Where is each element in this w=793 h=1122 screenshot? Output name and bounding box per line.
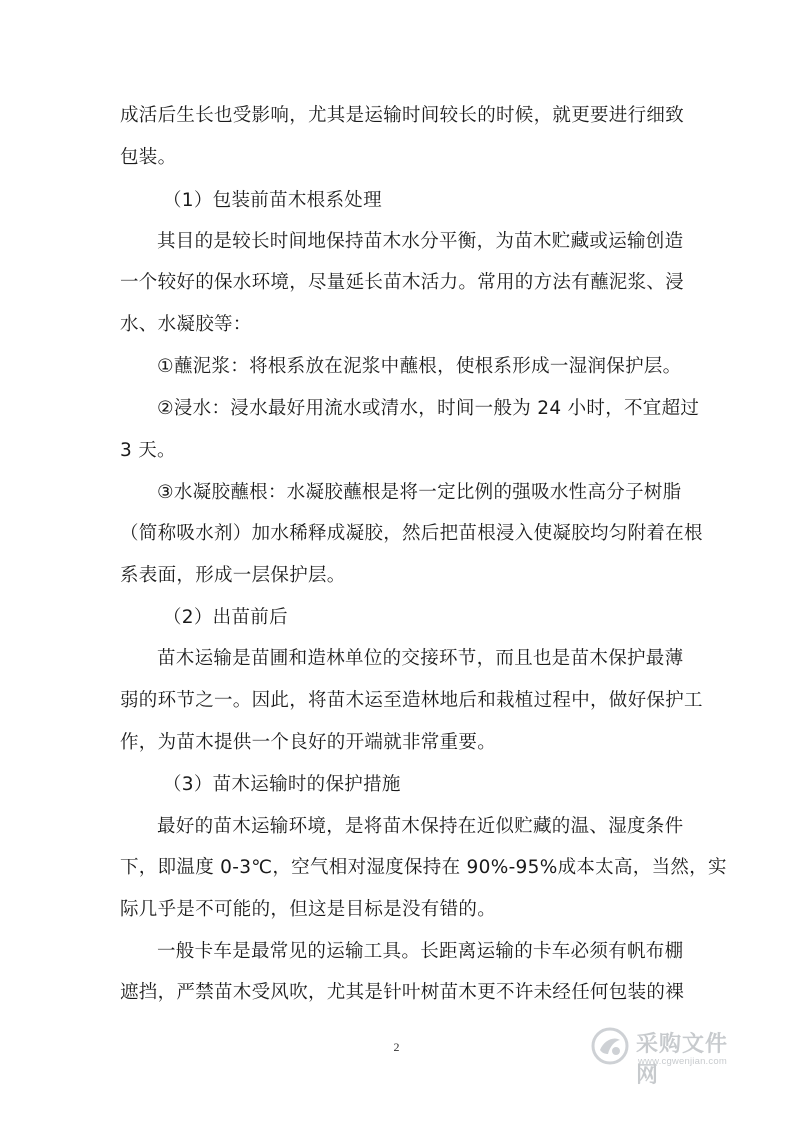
body-text-line: 下，即温度 0-3℃，空气相对湿度保持在 90%-95%成本太高，当然，实: [120, 857, 727, 878]
body-text-line: 最好的苗木运输环境，是将苗木保持在近似贮藏的温、湿度条件: [157, 816, 684, 837]
body-text-line: 3 天。: [120, 440, 176, 461]
body-text-line: 弱的环节之一。因此，将苗木运至造林地后和栽植过程中，做好保护工: [120, 690, 703, 711]
body-text-line: 其目的是较长时间地保持苗木水分平衡，为苗木贮藏或运输创造: [157, 231, 684, 252]
section-heading: （2）出苗前后: [163, 607, 288, 628]
section-heading: （3）苗木运输时的保护措施: [163, 774, 401, 795]
body-text-line: 一个较好的保水环境，尽量延长苗木活力。常用的方法有蘸泥浆、浸: [120, 272, 685, 293]
body-text-line: 作，为苗木提供一个良好的开端就非常重要。: [120, 732, 497, 753]
body-text-line: 包装。: [120, 147, 177, 168]
body-text-line: 苗木运输是苗圃和造林单位的交接环节，而且也是苗木保护最薄: [157, 648, 684, 669]
body-text-line: 系表面，形成一层保护层。: [120, 565, 346, 586]
body-text-line: （简称吸水剂）加水稀释成凝胶，然后把苗根浸入使凝胶均匀附着在根: [120, 523, 703, 544]
list-item: ②浸水：浸水最好用流水或清水，时间一般为 24 小时，不宜超过: [157, 398, 700, 419]
page-number: 2: [393, 1040, 400, 1054]
list-item: ①蘸泥浆：将根系放在泥浆中蘸根，使根系形成一湿润保护层。: [157, 356, 682, 377]
body-text-line: 水、水凝胶等：: [120, 314, 252, 335]
section-heading: （1）包装前苗木根系处理: [163, 190, 382, 211]
body-text-line: 际几乎是不可能的，但这是目标是没有错的。: [120, 899, 497, 920]
watermark-name: 采购文件网: [636, 1032, 729, 1088]
body-text-line: 成活后生长也受影响，尤其是运输时间较长的时候，就更要进行细致: [120, 105, 685, 126]
watermark: [590, 1020, 750, 1088]
list-item: ③水凝胶蘸根：水凝胶蘸根是将一定比例的强吸水性高分子树脂: [157, 482, 682, 503]
body-text-line: 一般卡车是最常见的运输工具。长距离运输的卡车必须有帆布棚: [157, 941, 684, 962]
body-text-line: 遮挡，严禁苗木受风吹，尤其是针叶树苗木更不许未经任何包装的裸: [120, 982, 685, 1003]
cgwenjian-logo-icon: [590, 1026, 630, 1066]
watermark-url: www.cgwenjian.com: [638, 1056, 727, 1067]
